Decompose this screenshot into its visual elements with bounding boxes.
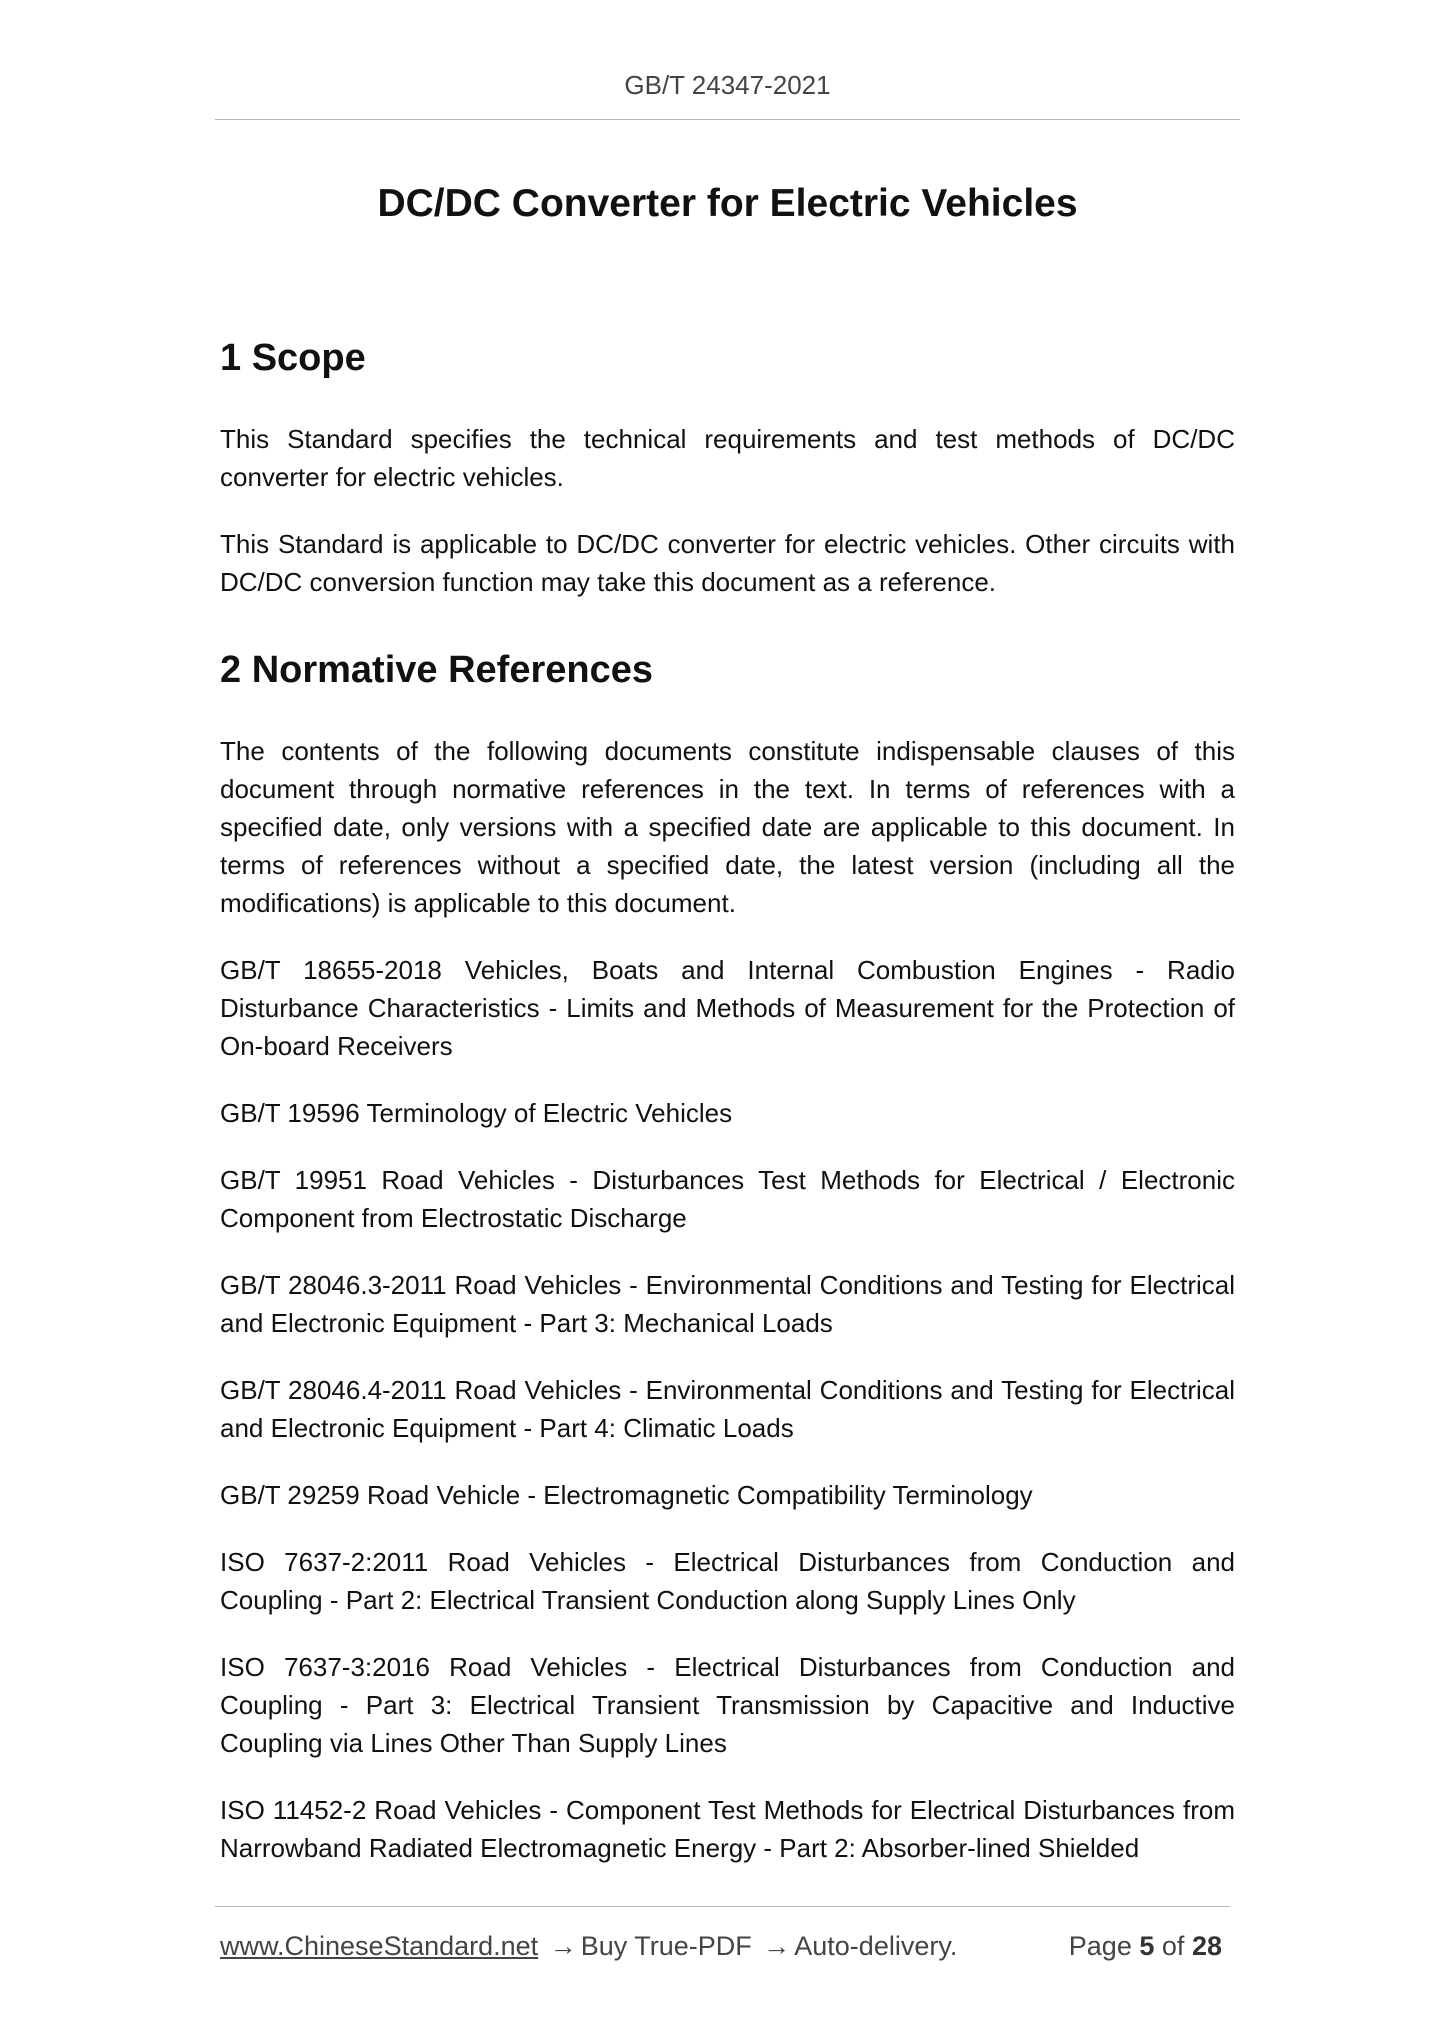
footer-step-delivery: Auto-delivery. [794, 1931, 958, 1961]
reference-item: GB/T 19951 Road Vehicles - Disturbances Test Methods for Electrical / Electronic Component from Electrostatic Discharge [220, 1165, 1235, 1233]
document-title: DC/DC Converter for Electric Vehicles [377, 182, 1078, 225]
reference-item: ISO 11452-2 Road Vehicles - Component Test Methods for Electrical Disturbances from Narrowband Radiated Electromagnetic Energy - Part 2: Absorber-lined Shielded [220, 1795, 1235, 1863]
page-total: 28 [1191, 1931, 1222, 1961]
reference-item: ISO 7637-3:2016 Road Vehicles - Electrical Disturbances from Conduction and Coupling - Part 3: Electrical Transient Transmission by Capacitive and Inductive Coupling via Lines Other Than Supply Lines [220, 1652, 1235, 1758]
reference-list [220, 951, 1235, 1867]
arrow-right-icon: → [763, 1931, 791, 1961]
running-header: GB/T 24347-2021 [624, 70, 831, 100]
footer-promo [220, 1928, 957, 1964]
page-number [1069, 1928, 1222, 1964]
reference-item: GB/T 28046.3-2011 Road Vehicles - Environmental Conditions and Testing for Electrical and Electronic Equipment - Part 3: Mechanical Loads [220, 1270, 1235, 1338]
reference-item: GB/T 28046.4-2011 Road Vehicles - Environmental Conditions and Testing for Electrical and Electronic Equipment - Part 4: Climatic Loads [220, 1375, 1235, 1443]
footer-divider [215, 1906, 1230, 1907]
website-link[interactable]: www.ChineseStandard.net [220, 1931, 539, 1961]
page-label: Page [1068, 1931, 1132, 1961]
page-of-label: of [1161, 1931, 1185, 1961]
reference-item: ISO 7637-2:2011 Road Vehicles - Electrical Disturbances from Conduction and Coupling - Part 2: Electrical Transient Conduction along Supply Lines Only [220, 1547, 1235, 1615]
page-footer [220, 1928, 1230, 1964]
reference-item: GB/T 18655-2018 Vehicles, Boats and Internal Combustion Engines - Radio Disturbance Characteristics - Limits and Methods of Measurement for the Protection of On-board Receivers [220, 955, 1235, 1061]
page-current: 5 [1139, 1931, 1155, 1961]
section-heading-normative-references: 2 Normative References [220, 649, 653, 691]
header-divider [215, 119, 1240, 120]
arrow-right-icon: → [549, 1931, 577, 1961]
section-heading-scope: 1 Scope [220, 337, 366, 379]
reference-item: GB/T 29259 Road Vehicle - Electromagnetic Compatibility Terminology [220, 1480, 1033, 1510]
normative-references-intro: The contents of the following documents constitute indispensable clauses of this document through normative references in the text. In terms of references with a specified date, only versions with a specified date are applicable to this document. In terms of references without a specified date, the latest version (including all the modifications) is applicable to this document. [220, 736, 1235, 918]
scope-paragraph: This Standard specifies the technical requirements and test methods of DC/DC converter for electric vehicles. [220, 424, 1235, 492]
page-content [220, 178, 1235, 1867]
reference-item: GB/T 19596 Terminology of Electric Vehicles [220, 1098, 733, 1128]
scope-paragraph: This Standard is applicable to DC/DC converter for electric vehicles. Other circuits with DC/DC conversion function may take this document as a reference. [220, 529, 1235, 597]
footer-step-buy: Buy True-PDF [580, 1931, 752, 1961]
